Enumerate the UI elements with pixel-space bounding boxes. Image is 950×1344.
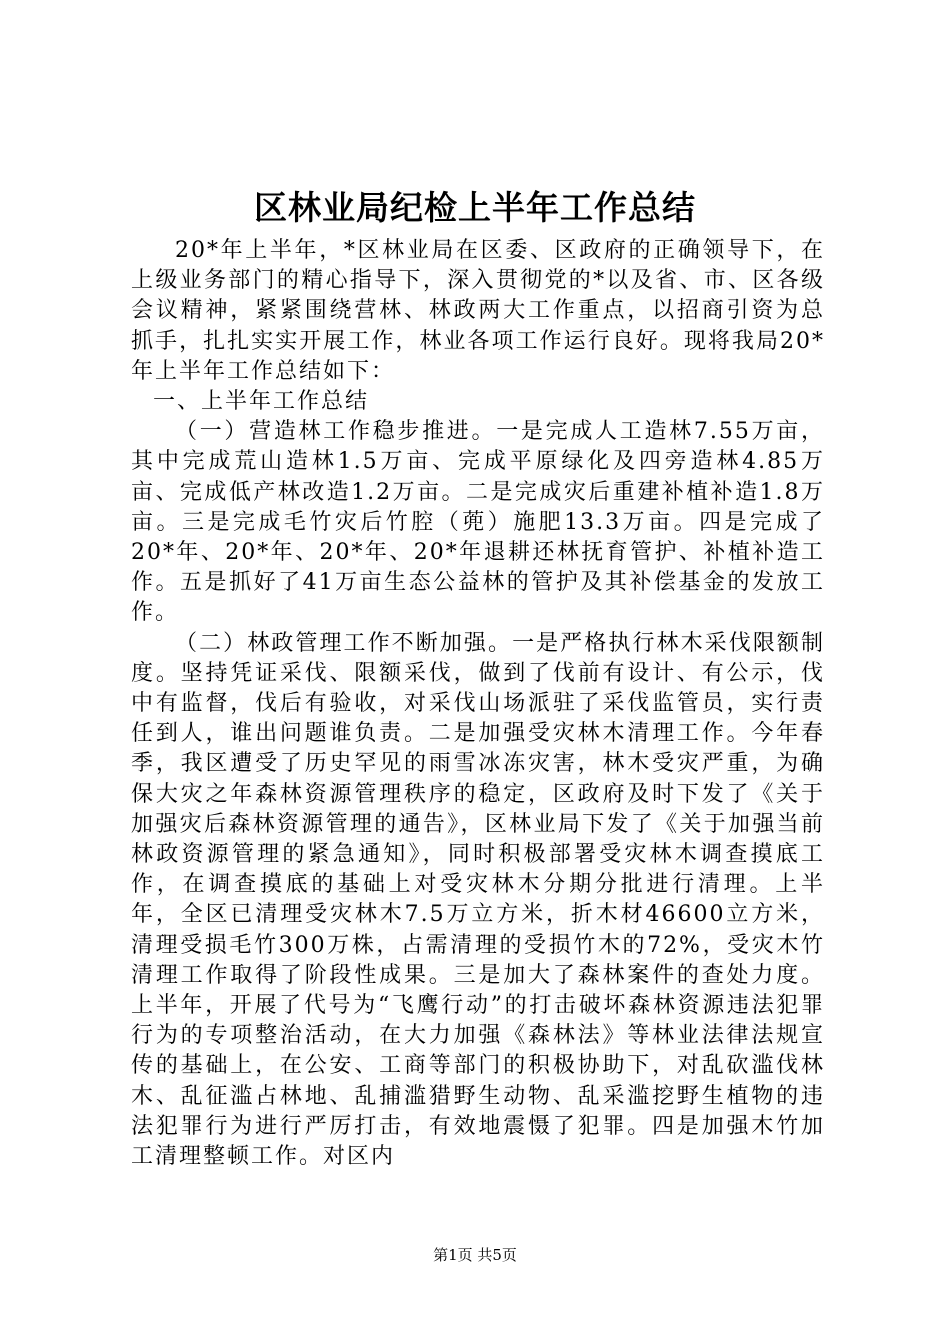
forest-admin-paragraph: （二）林政管理工作不断加强。一是严格执行林木采伐限额制度。坚持凭证采伐、限额采伐，做到了伐前有设计、有公示，伐中有监督，伐后有验收，对采伐山场派驻了采伐监管员，实行责任到人，谁出问题谁负责。二是加强受灾林木清理工作。今年春季，我区遭受了历史罕见的雨雪冰冻灾害，林木受灾严重，为确保大灾之年森林资源管理秩序的稳定，区政府及时下发了《关于加强灾后森林资源管理的通告》，区林业局下发了《关于加强当前林政资源管理的紧急通知》，同时积极部署受灾林木调查摸底工作，在调查摸底的基础上对受灾林木分期分批进行清理。上半年，全区已清理受灾林木7.5万立方米，折木材46600立方米，清理受损毛竹300万株，占需清理的受损竹木的72%，受灾木竹清理工作取得了阶段性成果。三是加大了森林案件的查处力度。上半年，开展了代号为“飞鹰行动”的打击破坏森林资源违法犯罪行为的专项整治活动，在大力加强《森林法》等林业法律法规宣传的基础上，在公安、工商等部门的积极协助下，对乱砍滥伐林木、乱征滥占林地、乱捕滥猎野生动物、乱采滥挖野生植物的违法犯罪行为进行严厉打击，有效地震慑了犯罪。四是加强木竹加工清理整顿工作。对区内 — [131, 630, 825, 1170]
afforestation-paragraph: （一）营造林工作稳步推进。一是完成人工造林7.55万亩，其中完成荒山造林1.5万亩、完成平原绿化及四旁造林4.85万亩、完成低产林改造1.2万亩。二是完成灾后重建补植补造1.8万亩。三是完成毛竹灾后竹腔（蔸）施肥13.3万亩。四是完成了20*年、20*年、20*年、20*年退耕还林抚育管护、补植补造工作。五是抓好了41万亩生态公益林的管护及其补偿基金的发放工作。 — [131, 419, 825, 626]
intro-paragraph: 20*年上半年，*区林业局在区委、区政府的正确领导下，在上级业务部门的精心指导下，深入贯彻党的*以及省、市、区各级会议精神，紧紧围绕营林、林政两大工作重点，以招商引资为总抓手，扎扎实实开展工作，林业各项工作运行良好。现将我局20*年上半年工作总结如下： — [131, 238, 825, 384]
page-number-footer: 第1页 共5页 — [433, 1246, 517, 1264]
document-body — [131, 236, 825, 1172]
section-heading: 一、上半年工作总结 — [153, 389, 370, 415]
page-title: 区林业局纪检上半年工作总结 — [254, 188, 696, 227]
